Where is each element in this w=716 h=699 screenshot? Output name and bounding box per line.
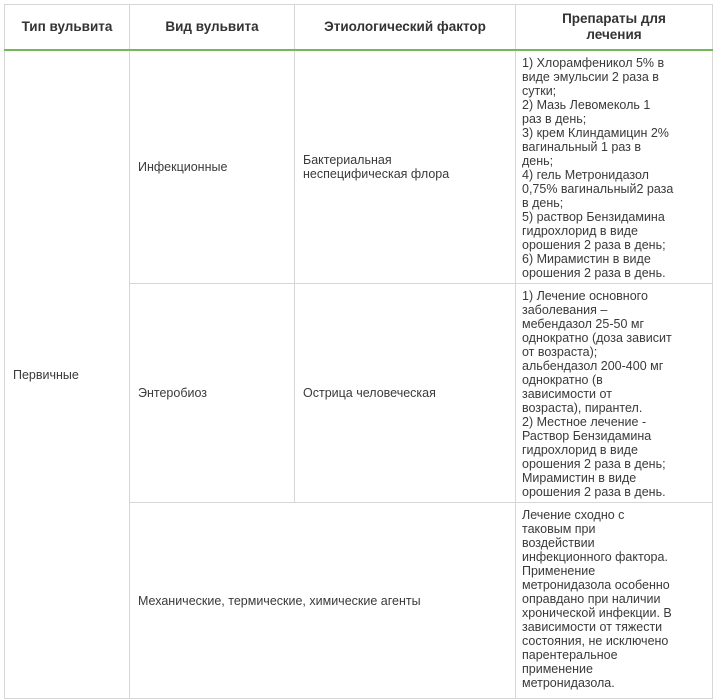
cell-kind bbox=[130, 50, 295, 284]
cell-kind-factor bbox=[130, 503, 516, 699]
cell-factor bbox=[295, 50, 516, 284]
cell-drugs bbox=[516, 284, 713, 503]
header-type bbox=[5, 5, 130, 51]
cell-drugs bbox=[516, 50, 713, 284]
header-type-label: Тип вульвита bbox=[21, 19, 113, 34]
type-label: Первичные bbox=[13, 367, 79, 382]
kind-label: Инфекционные bbox=[138, 160, 228, 174]
drugs-text: 1) Лечение основного заболевания – мебендазол 25-50 мг однократно (доза зависит от возраста); альбендазол 200-400 мг однократно (в зависимости от возраста), пирантел. 2) Местное лечение - Раствор Бензидамина гидрохлорид в виде орошения 2 раза в день; Мирамистин в виде орошения 2 раза в день. bbox=[522, 289, 672, 499]
header-drugs-label: Препараты для лечения bbox=[562, 11, 666, 42]
header-kind-label: Вид вульвита bbox=[165, 19, 259, 34]
header-kind bbox=[130, 5, 295, 51]
table-header bbox=[5, 5, 713, 51]
factor-label: Бактериальная неспецифическая флора bbox=[303, 153, 450, 181]
table-body bbox=[5, 50, 713, 699]
cell-factor bbox=[295, 284, 516, 503]
header-row bbox=[5, 5, 713, 51]
header-factor bbox=[295, 5, 516, 51]
cell-type-primary bbox=[5, 50, 130, 699]
drugs-text: Лечение сходно с таковым при воздействии инфекционного фактора. Применение метронидазола особенно оправдано при наличии хронической инфекции. В зависимости от тяжести состояния, не исключено парентеральное применение метронидазола. bbox=[522, 508, 672, 690]
factor-label: Острица человеческая bbox=[303, 386, 436, 400]
drugs-text: 1) Хлорамфеникол 5% в виде эмульсии 2 раза в сутки; 2) Мазь Левомеколь 1 раз в день; 3) крем Клиндамицин 2% вагинальный 1 раз в день; 4) гель Метронидазол 0,75% вагинальный2 раза в день; 5) раствор Бензидамина гидрохлорид в виде орошения 2 раза в день; 6) Мирамистин в виде орошения 2 раза в день. bbox=[522, 56, 674, 280]
kind-label: Энтеробиоз bbox=[138, 386, 208, 400]
table-row bbox=[5, 50, 713, 284]
header-drugs bbox=[516, 5, 713, 51]
kind-factor-label: Механические, термические, химические агенты bbox=[138, 593, 421, 608]
cell-drugs bbox=[516, 503, 713, 699]
vulvitis-treatment-table bbox=[4, 4, 713, 699]
cell-kind bbox=[130, 284, 295, 503]
header-factor-label: Этиологический фактор bbox=[324, 19, 486, 34]
